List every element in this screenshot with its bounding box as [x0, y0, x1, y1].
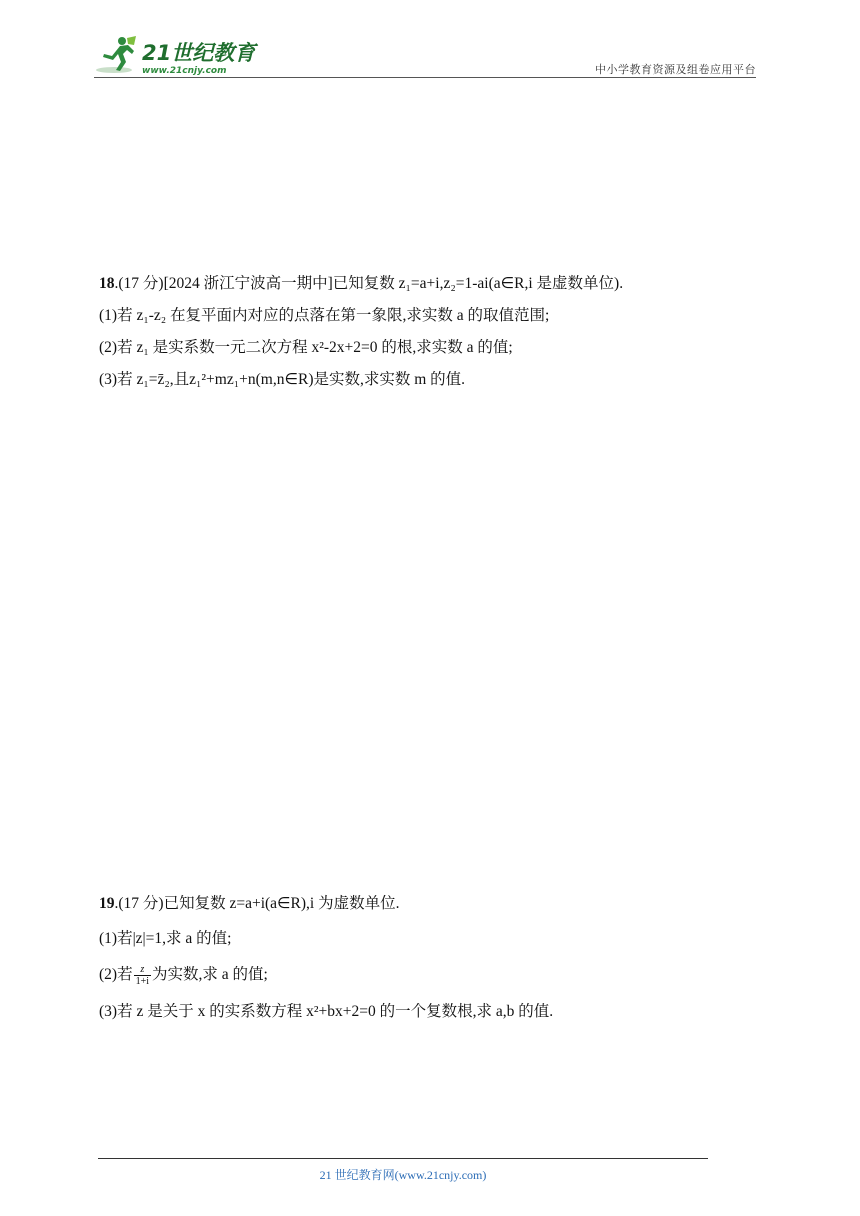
fraction: [134, 964, 151, 987]
part-2-prefix: (2)若: [99, 966, 133, 984]
part-2-suffix: 为实数,求 a 的值;: [152, 966, 268, 984]
question-number: 18: [99, 275, 115, 292]
site-logo[interactable]: [94, 32, 264, 76]
question-19-part-2: [99, 964, 739, 987]
question-stem-text: .(17 分)[2024 浙江宁波高一期中]已知复数 z₁=a+i,z₂=1-ai(a∈R,i 是虚数单位).: [114, 275, 624, 292]
question-19-stem: [99, 894, 739, 914]
question-18-part-3: (3)若 z₁=z̄₂,且z₁²+mz₁+n(m,n∈R)是实数,求实数 m 的值.: [99, 371, 466, 388]
svg-text:21世纪教育: 21世纪教育: [142, 41, 256, 65]
fraction-denominator: 1+i: [135, 976, 149, 987]
footer-link[interactable]: 21 世纪教育网(www.21cnjy.com): [319, 1168, 487, 1182]
question-19: [99, 894, 739, 1022]
runner-logo-icon: [94, 32, 264, 76]
fraction-numerator: z: [140, 964, 145, 975]
question-19-part-3: (3)若 z 是关于 x 的实系数方程 x²+bx+2=0 的一个复数根,求 a,b 的值.: [99, 1003, 554, 1020]
footer-divider: [98, 1158, 708, 1159]
question-stem-text: .(17 分)已知复数 z=a+i(a∈R),i 为虚数单位.: [114, 895, 400, 912]
question-number: 19: [99, 895, 115, 912]
platform-name: 中小学教育资源及组卷应用平台: [595, 63, 756, 76]
svg-text:www.21cnjy.com: www.21cnjy.com: [142, 66, 227, 76]
question-19-part-1: (1)若|z|=1,求 a 的值;: [99, 930, 232, 947]
question-18-part-2: (2)若 z₁ 是实系数一元二次方程 x²-2x+2=0 的根,求实数 a 的值;: [99, 339, 513, 356]
question-18-stem: [99, 274, 739, 294]
question-18: [99, 274, 739, 390]
page-header: [94, 32, 756, 78]
question-18-part-1: (1)若 z₁-z₂ 在复平面内对应的点落在第一象限,求实数 a 的取值范围;: [99, 307, 550, 324]
header-divider: [94, 77, 756, 78]
